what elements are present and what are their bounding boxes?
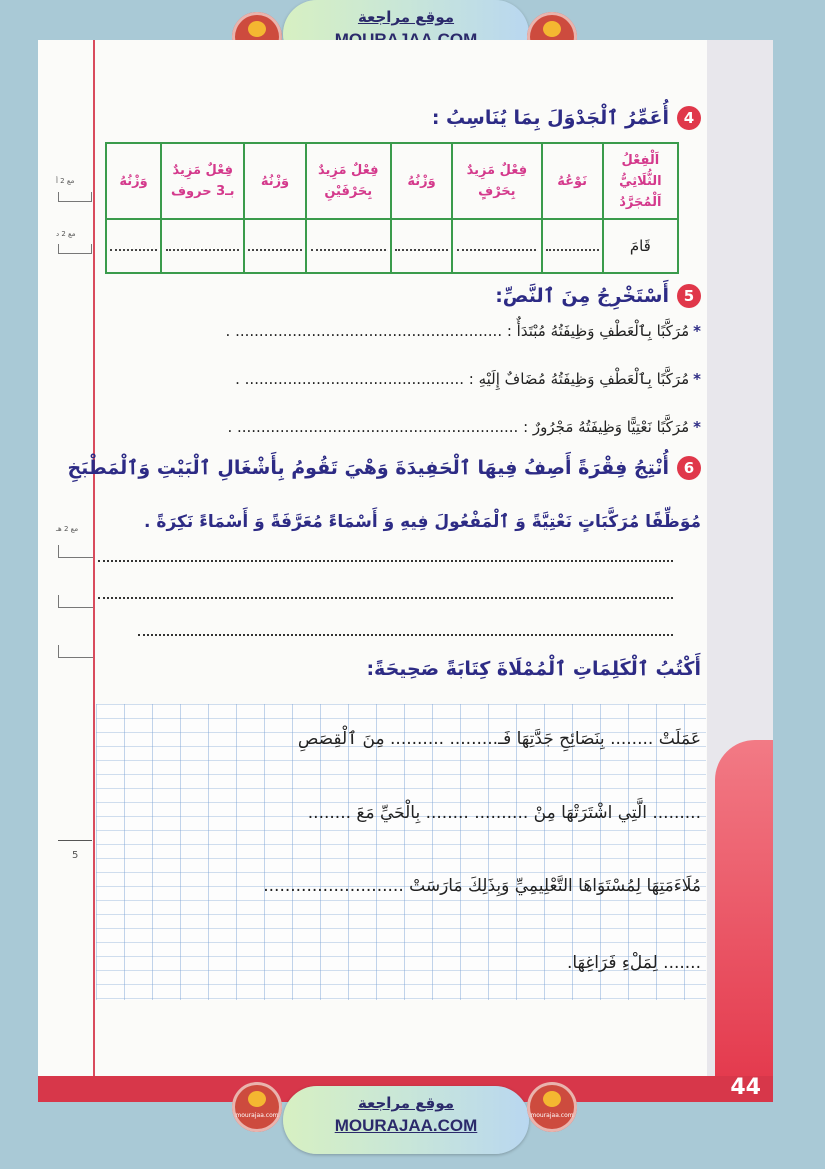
dotted-blank [395,237,448,251]
question-5-item[interactable] [226,322,701,340]
question-6-line2: مُوَظِّفًا مُرَكَّبَاتٍ نَعْتِيَّةً وَ ٱلْمَفْعُولَ فِيهِ وَ أَسْمَاءً مُعَرَّفَةً وَ أَسْمَاءً نَكِرَةً . [144,512,701,532]
header-cell: فِعْلٌ مَزِيدٌ بـ3 حروف [161,143,244,219]
dictation-title: أَكْتُبُ ٱلْكَلِمَاتِ ٱلْمُمْلَاةَ كِتَابَةً صَحِيحَةً: [366,658,701,680]
page-number: 44 [730,1075,761,1100]
dictation-line[interactable]: مُلَاءَمَتِهَا لِمُسْتَوَاهَا التَّعْلِيمِيِّ وَبِذَلِكَ مَارَسَتْ .......................... [263,876,701,896]
star-bullet-icon: * [693,370,701,388]
table-row [106,219,678,273]
dotted-blank [311,237,386,251]
dotted-blank [166,237,239,251]
answer-line[interactable] [98,597,673,599]
question-5-item[interactable] [227,418,701,436]
header-cell: نَوْعُهُ [542,143,603,219]
conjugation-table [105,142,679,274]
answer-cell[interactable] [106,219,161,273]
dictation-line[interactable]: ......... الَّتِي اشْتَرَتْهَا مِنْ .......... ........ بِالْحَيِّ مَعَ ........ [307,803,701,823]
side-label-a: مع 2 أ [56,177,75,185]
dictation-line[interactable]: ....... لِمَلْءِ فَرَاغِهَا. [566,953,701,973]
question-5-title [495,284,701,308]
question-5-item[interactable] [235,370,701,388]
answer-line[interactable] [98,560,673,562]
question-5-item-text: مُرَكَّبًا بِٱلْعَطْفِ وَظِيفَتُهُ مُبْتَدَأٌ : ........................................................ . [225,322,690,340]
banner-arabic-title: موقع مراجعة [357,8,455,26]
side-score-box [58,645,93,658]
logo-icon [248,21,266,37]
answer-cell[interactable] [161,219,244,273]
dotted-blank [110,237,158,251]
answer-cell[interactable] [452,219,542,273]
question-6-line1: أُنْتِجُ فِقْرَةً أَصِفُ فِيهَا ٱلْحَفِيدَةَ وَهْيَ تَقُومُ بِأَشْغَالِ ٱلْبَيْتِ وَٱلْمَطْبَخِ [67,457,669,479]
header-cell: فِعْلٌ مَزِيدٌ بِحَرْفَيْنِ [306,143,391,219]
answer-cell[interactable] [542,219,603,273]
page-red-band [715,740,773,1102]
logo-icon [543,1091,561,1107]
question-5-text: أَسْتَخْرِجُ مِنَ ٱلنَّصِّ: [495,285,669,307]
side-score-box [58,545,93,558]
dotted-blank [248,237,301,251]
side-label-c: مع 2 هـ [56,525,79,533]
answer-cell[interactable] [306,219,391,273]
side-score-box [58,192,92,202]
banner-arabic-title: موقع مراجعة [357,1094,455,1112]
question-5-item-text: مُرَكَّبًا بِٱلْعَطْفِ وَظِيفَتُهُ مُضَافٌ إِلَيْهِ : .............................................. . [235,370,690,388]
answer-line[interactable] [138,634,673,636]
side-score-box [58,595,93,608]
dotted-blank [457,237,536,251]
site-logo-left [232,1082,282,1132]
site-logo-right [527,1082,577,1132]
star-bullet-icon: * [693,322,701,340]
worksheet-page [38,40,773,1102]
side-label-b: مع 2 د [56,230,76,238]
header-cell: وَزْنُهُ [244,143,305,219]
row-verb-cell: قَامَ [603,219,678,273]
logo-caption: mourajaa.com [235,1112,279,1119]
star-bullet-icon: * [693,418,701,436]
answer-cell[interactable] [391,219,452,273]
table-header-row [106,143,678,219]
question-5-number: 5 [677,284,701,308]
dictation-line[interactable]: عَمَلَتْ ........ بِنَصَائِحِ جَدَّتِهَا فَـ......... .......... مِنَ ٱلْقِصَصِ [297,729,701,749]
site-banner-bottom[interactable] [283,1086,529,1154]
answer-cell[interactable] [244,219,305,273]
header-cell: اَلْفِعْلُ الثُّلَاثِيُّ اَلْمُجَرَّدُ [603,143,678,219]
side-score-box [58,244,92,254]
logo-icon [248,1091,266,1107]
page-margin-line [93,40,95,1102]
question-4-number: 4 [677,106,701,130]
dotted-blank [546,237,599,251]
header-cell: وَزْنُهُ [391,143,452,219]
question-4-title [432,106,701,130]
banner-site-link[interactable]: MOURAJAA.COM [334,1116,478,1135]
logo-caption: mourajaa.com [530,1112,574,1119]
header-cell: وَزْنُهُ [106,143,161,219]
side-divider [58,840,92,841]
side-page-ref: 5 [72,850,79,861]
question-5-item-text: مُرَكَّبًا نَعْتِيًّا وَظِيفَتُهُ مَجْرُورٌ : ........................................................... . [227,418,690,436]
header-cell: فِعْلٌ مَزِيدٌ بِحَرْفٍ [452,143,542,219]
logo-icon [543,21,561,37]
question-4-text: أُعَمِّرُ ٱلْجَدْوَلَ بِمَا يُنَاسِبُ : [431,107,669,129]
question-6-number: 6 [677,456,701,480]
question-6-title [67,456,701,480]
